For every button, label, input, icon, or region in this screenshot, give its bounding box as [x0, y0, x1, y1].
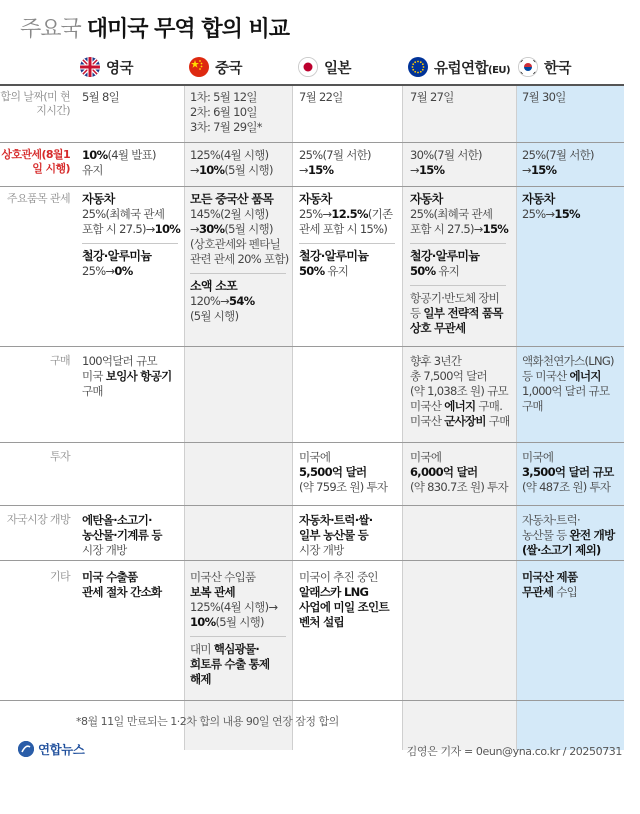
cell-market-uk: 에탄올·소고기· 농산물·기계류 등 시장 개방 [82, 513, 162, 557]
eu-flag-icon [408, 57, 428, 77]
row-divider [0, 560, 624, 561]
row-label-items: 주요품목 관세 [6, 192, 70, 205]
cell-items-japan: 자동차 25%→12.5%(기존 관세 포함 시 15%) 철강·알루미늄 50% 유지 [299, 192, 395, 279]
row-divider [0, 84, 624, 86]
title-bold: 대미국 무역 합의 비교 [86, 17, 290, 42]
row-divider [0, 442, 624, 443]
cell-items-korea: 자동차 25%→15% [522, 192, 580, 221]
column-divider [516, 84, 517, 750]
row-divider [0, 186, 624, 187]
cell-investment-eu: 미국에 6,000억 달러 (약 830.7조 원) 투자 [410, 450, 508, 494]
cell-separator [82, 243, 178, 244]
cell-date-china: 1차: 5월 12일 2차: 6월 10일 3차: 7월 29일* [190, 90, 262, 134]
cell-market-japan: 자동차·트럭·쌀· 일부 농산물 등 시장 개방 [299, 513, 373, 557]
header-korea [518, 50, 571, 84]
cell-items-uk: 자동차 25%(최혜국 관세 포함 시 27.5)→10% 철강·알루미늄 25%→0% [82, 192, 181, 278]
yonhap-logo-icon [18, 741, 34, 757]
row-label-investment: 투자 [49, 450, 70, 463]
cell-other-korea: 미국산 제품 무관세 수입 [522, 570, 578, 599]
cell-purchase-eu: 향후 3년간 총 7,500억 달러 (약 1,038조 원) 규모 미국산 에너지 구매. 미국산 군사장비 구매 [410, 354, 510, 428]
cell-purchase-korea: 액화천연가스(LNG) 등 미국산 에너지 1,000억 달러 규모 구매 [522, 354, 614, 413]
korea-column-bg [516, 84, 624, 750]
header-uk-label: 영국 [106, 60, 134, 77]
cell-tariff-china: 125%(4월 시행) →10%(5월 시행) [190, 148, 273, 177]
header-china [189, 50, 242, 84]
row-label-tariff: 상호관세(8월1일 시행) [1, 148, 70, 175]
cell-date-korea: 7월 30일 [522, 90, 566, 104]
source-logo-text: 연합뉴스 [38, 742, 85, 757]
china-flag-icon [189, 57, 209, 77]
page-title [20, 12, 289, 43]
cell-separator [190, 636, 286, 637]
credit: 김영은 기자 = 0eun@yna.co.kr / 20250731 [406, 745, 622, 758]
cell-other-japan: 미국이 추진 중인 알래스카 LNG 사업에 미일 조인트 벤처 설립 [299, 570, 389, 629]
cell-tariff-japan: 25%(7월 서한) →15% [299, 148, 371, 177]
japan-flag-icon [298, 57, 318, 77]
cell-tariff-uk: 10%(4월 발표) 유지 [82, 148, 156, 177]
row-label-market: 자국시장 개방 [6, 513, 70, 526]
row-label-date: 합의 날짜(미 현지시간) [0, 90, 70, 117]
cell-market-korea: 자동차·트럭· 농산물 등 완전 개방 (쌀·소고기 제외) [522, 513, 615, 557]
row-divider [0, 700, 624, 701]
cell-other-china: 미국산 수입품 보복 관세 125%(4월 시행)→ 10%(5월 시행) 대미 핵심광물· 희토류 수출 통제 해제 [190, 570, 286, 687]
cell-separator [410, 285, 506, 286]
column-divider [402, 84, 403, 750]
cell-separator [410, 243, 506, 244]
cell-tariff-korea: 25%(7월 서한) →15% [522, 148, 594, 177]
cell-separator [190, 273, 286, 274]
header-japan [298, 50, 351, 84]
header-eu [408, 50, 510, 84]
cell-items-eu: 자동차 25%(최혜국 관세 포함 시 27.5)→15% 철강·알루미늄 50% 유지 항공기·반도체 장비 등 일부 전략적 품목 상호 무관세 [410, 192, 509, 335]
cell-date-uk: 5월 8일 [82, 90, 120, 104]
cell-other-uk: 미국 수출품 관세 절차 간소화 [82, 570, 162, 599]
row-label-purchase: 구매 [49, 354, 70, 367]
cell-separator [299, 243, 395, 244]
row-divider [0, 346, 624, 347]
title-light: 주요국 [20, 17, 81, 42]
cell-tariff-eu: 30%(7월 서한) →15% [410, 148, 482, 177]
footnote: *8월 11일 만료되는 1·2차 합의 내용 90일 연장 잠정 합의 [76, 715, 339, 728]
header-uk [80, 50, 133, 84]
header-china-label: 중국 [215, 60, 243, 77]
column-divider [184, 84, 185, 750]
cell-investment-japan: 미국에 5,500억 달러 (약 759조 원) 투자 [299, 450, 388, 494]
cell-purchase-uk: 100억달러 규모 미국 보잉사 항공기 구매 [82, 354, 172, 398]
column-divider [292, 84, 293, 750]
cell-date-eu: 7월 27일 [410, 90, 454, 104]
header-japan-label: 일본 [324, 60, 352, 77]
cell-date-japan: 7월 22일 [299, 90, 343, 104]
cell-items-china: 모든 중국산 품목 145%(2월 시행) →30%(5월 시행) (상호관세와 펜타닐 관련 관세 20% 포함) 소액 소포 120%→54% (5월 시행) [190, 192, 289, 323]
uk-flag-icon [80, 57, 100, 77]
row-divider [0, 505, 624, 506]
header-eu-label: 유럽연합(EU) [434, 60, 511, 77]
cell-investment-korea: 미국에 3,500억 달러 규모 (약 487조 원) 투자 [522, 450, 614, 494]
row-label-other: 기타 [49, 570, 70, 583]
row-divider [0, 142, 624, 143]
source-logo [18, 740, 84, 758]
header-korea-label: 한국 [544, 60, 572, 77]
korea-flag-icon [518, 57, 538, 77]
